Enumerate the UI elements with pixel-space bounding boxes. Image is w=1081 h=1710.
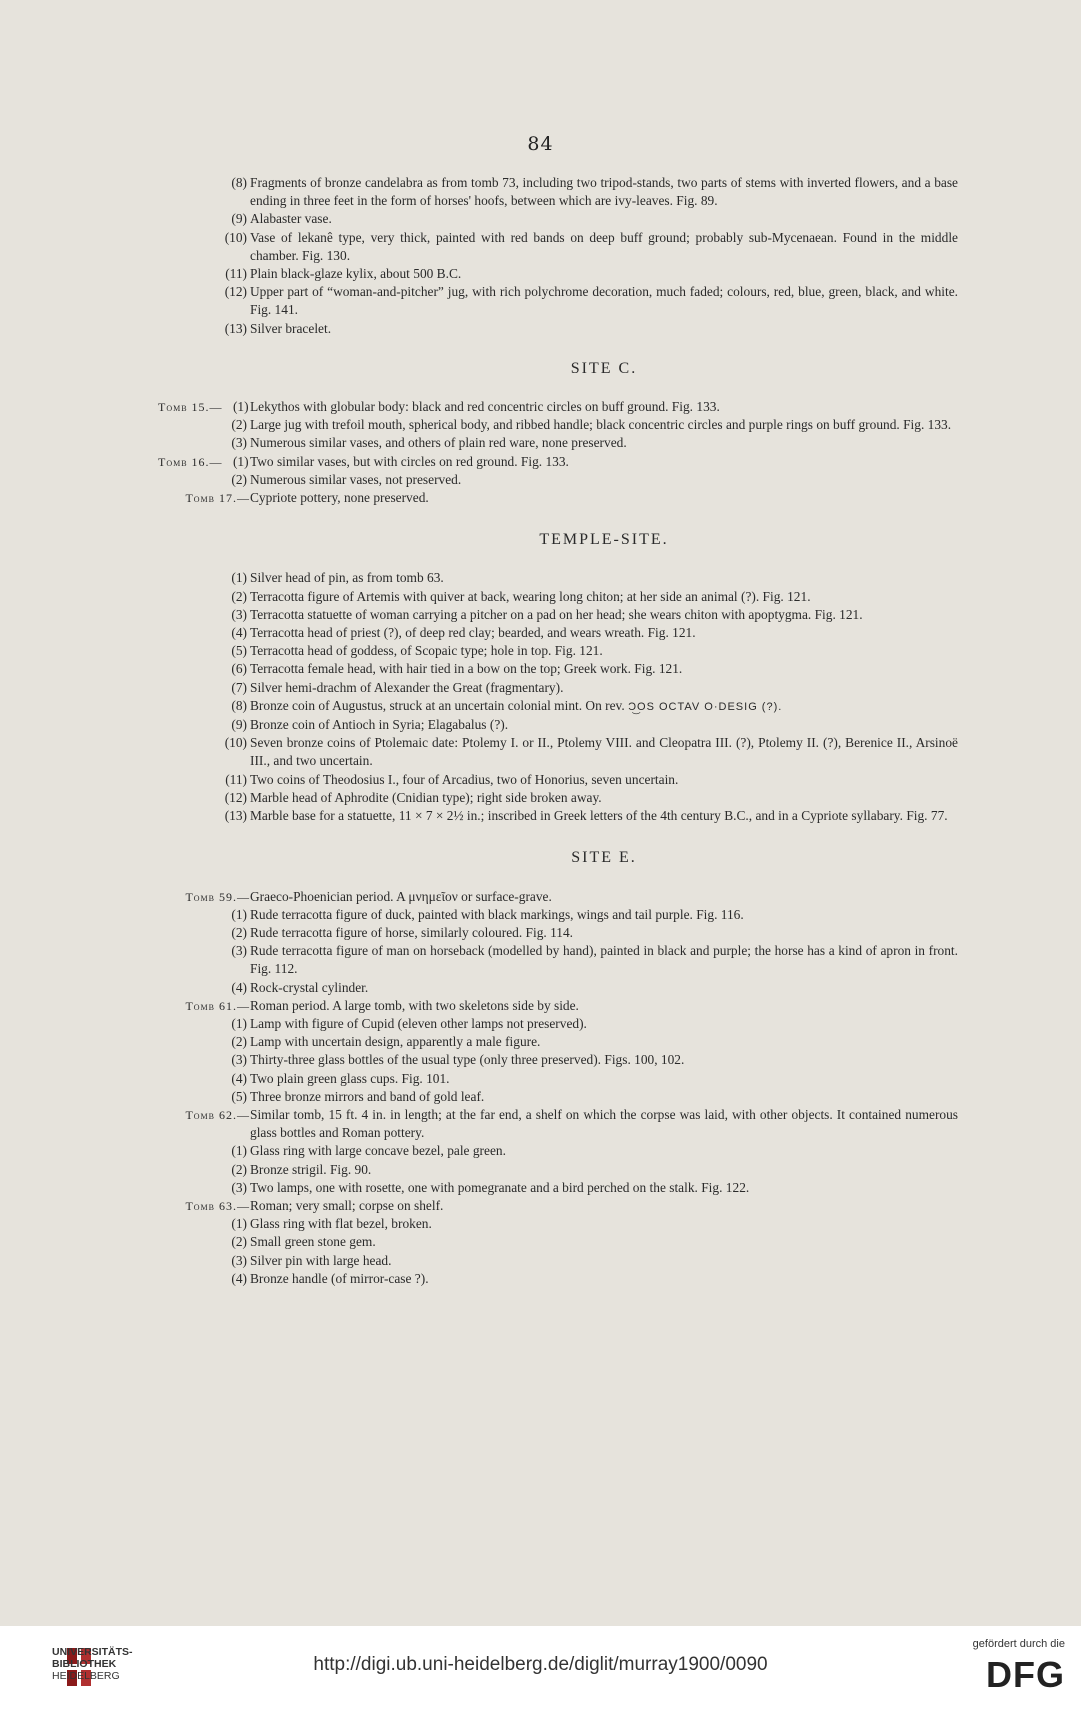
item-text xyxy=(250,1161,958,1179)
item-text xyxy=(250,453,958,471)
list-item xyxy=(158,320,958,338)
entry-gutter xyxy=(158,210,250,228)
item-text xyxy=(250,1051,958,1069)
entry-gutter xyxy=(158,1233,250,1251)
entry-gutter xyxy=(158,1051,250,1069)
item-description: Two similar vases, but with circles on red ground. Fig. 133. xyxy=(250,453,569,469)
heading-site-c: SITE C. xyxy=(570,359,638,377)
item-number: (9) xyxy=(231,717,247,733)
item-text xyxy=(250,320,958,338)
item-number: (10) xyxy=(224,229,247,245)
item-description: Roman; very small; corpse on shelf. xyxy=(250,1197,444,1213)
entry-gutter xyxy=(158,1179,250,1197)
list-item xyxy=(158,1197,958,1215)
item-text xyxy=(250,569,958,587)
entry-gutter xyxy=(158,453,250,471)
list-item xyxy=(158,906,958,924)
item-description: Rude terracotta figure of duck, painted with black markings, wings and tail purple. Fig. 116. xyxy=(250,906,744,922)
item-description: Terracotta head of goddess, of Scopaic type; hole in top. Fig. 121. xyxy=(250,643,603,659)
item-text xyxy=(250,660,958,678)
item-text xyxy=(250,624,958,642)
item-number: (9) xyxy=(231,211,247,227)
item-number: (13) xyxy=(224,808,247,824)
item-number: (8) xyxy=(231,175,247,190)
item-text xyxy=(250,434,958,452)
list-item xyxy=(158,174,958,210)
item-number: (2) xyxy=(231,1034,247,1050)
item-text xyxy=(250,210,958,228)
item-description: Numerous similar vases, and others of plain red ware, none preserved. xyxy=(250,435,627,451)
item-description: Bronze coin of Augustus, struck at an uncertain colonial mint. On rev. xyxy=(250,697,625,713)
list-item xyxy=(158,471,958,489)
item-number: (1) xyxy=(232,399,249,415)
item-text xyxy=(250,924,958,942)
item-text xyxy=(250,734,958,770)
entry-gutter xyxy=(158,1106,250,1142)
entry-gutter xyxy=(158,416,250,434)
entry-gutter xyxy=(158,588,250,606)
item-description: Large jug with trefoil mouth, spherical body, and ribbed handle; black concentric circles and purple rings on buff ground. Fig. 133. xyxy=(250,417,952,433)
item-text xyxy=(250,588,958,606)
item-number: (4) xyxy=(231,979,247,995)
item-number: (4) xyxy=(231,1270,247,1286)
entry-gutter xyxy=(158,1033,250,1051)
item-description: Two plain green glass cups. Fig. 101. xyxy=(250,1070,450,1086)
entry-gutter xyxy=(158,624,250,642)
item-number: (8) xyxy=(231,697,247,713)
item-number: (1) xyxy=(231,906,247,922)
item-description: Bronze coin of Antioch in Syria; Elagabalus (?). xyxy=(250,717,509,733)
item-text xyxy=(250,942,958,978)
list-item xyxy=(158,624,958,642)
entry-gutter xyxy=(158,1142,250,1160)
item-description: Rock-crystal cylinder. xyxy=(250,979,369,995)
item-description: Small green stone gem. xyxy=(250,1234,376,1250)
entry-gutter xyxy=(158,229,250,265)
item-description: Fragments of bronze candelabra as from tomb 73, including two tripod-stands, two parts of stems with inverted flowers, and a base ending in three feet in the form of horses' hoofs, between which are ivy-leaves. Fig. 89. xyxy=(250,175,958,209)
item-text xyxy=(250,642,958,660)
entry-gutter xyxy=(158,1161,250,1179)
item-description: Two lamps, one with rosette, one with pomegranate and a bird perched on the stalk. Fig. 122. xyxy=(250,1179,750,1195)
item-description: Vase of lekanê type, very thick, painted with red bands on deep buff ground; probably sub-Mycenaean. Found in the middle chamber. Fig. 130. xyxy=(250,229,958,263)
page-content xyxy=(158,174,958,1288)
list-item xyxy=(158,1270,958,1288)
item-text xyxy=(250,789,958,807)
item-text xyxy=(250,716,958,734)
item-description: Silver head of pin, as from tomb 63. xyxy=(250,570,444,586)
entry-gutter xyxy=(158,1070,250,1088)
list-item xyxy=(158,606,958,624)
list-item xyxy=(158,697,958,716)
item-number: (4) xyxy=(231,625,247,641)
entry-gutter xyxy=(158,906,250,924)
entry-gutter xyxy=(158,979,250,997)
item-text xyxy=(250,771,958,789)
item-description: Marble base for a statuette, 11 × 7 × 2½ in.; inscribed in Greek letters of the 4th century B.C., and in a Cypriote syllabary. Fig. 77. xyxy=(250,808,948,824)
entry-gutter xyxy=(158,434,250,452)
list-item xyxy=(158,1179,958,1197)
item-number: (2) xyxy=(231,588,247,604)
item-description: Lekythos with globular body: black and red concentric circles on buff ground. Fig. 133. xyxy=(250,399,720,415)
item-text xyxy=(250,1252,958,1270)
item-description: Two coins of Theodosius I., four of Arcadius, two of Honorius, seven uncertain. xyxy=(250,771,679,787)
list-item xyxy=(158,771,958,789)
item-description: Lamp with figure of Cupid (eleven other lamps not preserved). xyxy=(250,1015,587,1031)
page-number: 84 xyxy=(527,133,554,155)
list-item xyxy=(158,1215,958,1233)
tomb-label: Tomb 63.— xyxy=(185,1198,250,1213)
entry-gutter xyxy=(158,265,250,283)
item-description: Silver pin with large head. xyxy=(250,1252,392,1268)
item-description: Silver hemi-drachm of Alexander the Great (fragmentary). xyxy=(250,679,564,695)
list-item xyxy=(158,642,958,660)
site-c-list xyxy=(158,398,958,507)
item-text xyxy=(250,229,958,265)
entry-gutter xyxy=(158,174,250,210)
list-item xyxy=(158,569,958,587)
list-item xyxy=(158,398,958,416)
library-line-2: BIBLIOTHEK xyxy=(52,1658,117,1670)
item-text xyxy=(250,265,958,283)
item-description: Rude terracotta figure of horse, similarly coloured. Fig. 114. xyxy=(250,924,574,940)
list-item xyxy=(158,1088,958,1106)
item-number: (12) xyxy=(224,789,247,805)
item-number: (1) xyxy=(231,570,247,586)
item-text xyxy=(250,1179,958,1197)
list-item xyxy=(158,789,958,807)
list-item xyxy=(158,679,958,697)
temple-site-list xyxy=(158,569,958,825)
item-text xyxy=(250,1070,958,1088)
item-number: (11) xyxy=(225,266,247,282)
entry-gutter xyxy=(158,320,250,338)
list-item xyxy=(158,1142,958,1160)
item-number: (11) xyxy=(225,771,247,787)
tomb-label: Tomb 17.— xyxy=(185,491,250,506)
item-description: Terracotta statuette of woman carrying a pitcher on a pad on her head; she wears chiton with apoptygma. Fig. 121. xyxy=(250,606,863,622)
item-number: (10) xyxy=(224,735,247,751)
item-number: (6) xyxy=(231,661,247,677)
item-number: (3) xyxy=(231,606,247,622)
site-e-list xyxy=(158,888,958,1288)
list-item xyxy=(158,229,958,265)
item-text xyxy=(250,1033,958,1051)
item-description: Glass ring with flat bezel, broken. xyxy=(250,1216,432,1232)
item-description: Numerous similar vases, not preserved. xyxy=(250,471,462,487)
list-item xyxy=(158,997,958,1015)
item-number: (1) xyxy=(231,1216,247,1232)
item-text xyxy=(250,398,958,416)
item-text xyxy=(250,489,958,507)
list-item xyxy=(158,1233,958,1251)
entry-gutter xyxy=(158,716,250,734)
list-item xyxy=(158,453,958,471)
item-number: (3) xyxy=(231,1052,247,1068)
entry-gutter xyxy=(158,283,250,319)
list-item xyxy=(158,1252,958,1270)
source-url-link[interactable]: http://digi.ub.uni-heidelberg.de/diglit/murray1900/0090 xyxy=(313,1654,768,1675)
library-line-3: HEIDELBERG xyxy=(52,1670,120,1682)
dfg-logo: DFG xyxy=(986,1654,1065,1695)
item-number: (5) xyxy=(231,643,247,659)
list-item xyxy=(158,1070,958,1088)
item-number: (2) xyxy=(231,1161,247,1177)
list-item xyxy=(158,416,958,434)
entry-gutter xyxy=(158,888,250,906)
list-item xyxy=(158,924,958,942)
item-description: Terracotta head of priest (?), of deep red clay; bearded, and wears wreath. Fig. 121. xyxy=(250,625,696,641)
item-number: (2) xyxy=(231,924,247,940)
heading-site-e: SITE E. xyxy=(571,849,637,867)
list-item xyxy=(158,942,958,978)
item-description: Glass ring with large concave bezel, pale green. xyxy=(250,1143,506,1159)
list-item xyxy=(158,1051,958,1069)
entry-gutter xyxy=(158,1197,250,1215)
item-text xyxy=(250,283,958,319)
funded-by-text: gefördert durch die xyxy=(972,1638,1065,1650)
item-text xyxy=(250,1197,958,1215)
item-description: Roman period. A large tomb, with two skeletons side by side. xyxy=(250,997,579,1013)
item-text xyxy=(250,888,958,906)
item-description: Alabaster vase. xyxy=(250,211,332,227)
item-description: Plain black-glaze kylix, about 500 B.C. xyxy=(250,266,462,282)
item-text xyxy=(250,697,958,716)
tomb-label: Tomb 62.— xyxy=(185,1107,250,1122)
item-description: Graeco-Phoenician period. A μνημεῖον or surface-grave. xyxy=(250,888,552,904)
item-text xyxy=(250,906,958,924)
list-item xyxy=(158,210,958,228)
footer-bar xyxy=(0,1626,1081,1710)
item-text xyxy=(250,1215,958,1233)
entry-gutter xyxy=(158,660,250,678)
item-number: (2) xyxy=(231,417,247,433)
item-text xyxy=(250,679,958,697)
entry-gutter xyxy=(158,734,250,770)
entry-gutter xyxy=(158,789,250,807)
tomb-label: Tomb 16.— xyxy=(158,454,223,469)
item-number: (1) xyxy=(231,1015,247,1031)
list-item xyxy=(158,1161,958,1179)
item-number: (4) xyxy=(231,1070,247,1086)
entry-gutter xyxy=(158,1015,250,1033)
entry-gutter xyxy=(158,1088,250,1106)
item-description: Thirty-three glass bottles of the usual type (only three preserved). Figs. 100, 102. xyxy=(250,1052,685,1068)
item-text xyxy=(250,997,958,1015)
initial-item-list xyxy=(158,174,958,338)
list-item xyxy=(158,979,958,997)
item-description: Silver bracelet. xyxy=(250,320,332,336)
item-text xyxy=(250,807,958,825)
item-text xyxy=(250,606,958,624)
item-description: Seven bronze coins of Ptolemaic date: Ptolemy I. or II., Ptolemy VIII. and Cleopatra III. (?), Ptolemy II. (?), Berenice II., Arsinoë III., and two uncertain. xyxy=(250,735,958,769)
list-item xyxy=(158,489,958,507)
tomb-label: Tomb 61.— xyxy=(185,998,250,1013)
list-item xyxy=(158,716,958,734)
tomb-label: Tomb 59.— xyxy=(185,889,250,904)
item-text xyxy=(250,1088,958,1106)
entry-gutter xyxy=(158,471,250,489)
list-item xyxy=(158,265,958,283)
list-item xyxy=(158,660,958,678)
item-description: Marble head of Aphrodite (Cnidian type); right side broken away. xyxy=(250,789,602,805)
entry-gutter xyxy=(158,489,250,507)
item-text xyxy=(250,1233,958,1251)
entry-gutter xyxy=(158,697,250,716)
entry-gutter xyxy=(158,569,250,587)
list-item xyxy=(158,588,958,606)
entry-gutter xyxy=(158,997,250,1015)
entry-gutter xyxy=(158,398,250,416)
item-number: (3) xyxy=(231,1252,247,1268)
item-number: (12) xyxy=(224,284,247,300)
list-item xyxy=(158,807,958,825)
item-description: Three bronze mirrors and band of gold leaf. xyxy=(250,1088,485,1104)
item-description: Upper part of “woman-and-pitcher” jug, with rich polychrome decoration, much faded; colours, red, blue, green, black, and white. Fig. 141. xyxy=(250,284,958,318)
entry-gutter xyxy=(158,1270,250,1288)
item-number: (3) xyxy=(231,435,247,451)
list-item xyxy=(158,283,958,319)
item-number: (2) xyxy=(231,1234,247,1250)
item-description: Terracotta female head, with hair tied in a bow on the top; Greek work. Fig. 121. xyxy=(250,661,683,677)
item-text xyxy=(250,174,958,210)
item-number: (2) xyxy=(231,471,247,487)
entry-gutter xyxy=(158,771,250,789)
item-number: (1) xyxy=(231,1143,247,1159)
item-description: Bronze strigil. Fig. 90. xyxy=(250,1161,372,1177)
entry-gutter xyxy=(158,1215,250,1233)
item-text xyxy=(250,416,958,434)
entry-gutter xyxy=(158,807,250,825)
item-number: (13) xyxy=(224,320,247,336)
entry-gutter xyxy=(158,924,250,942)
entry-gutter xyxy=(158,1252,250,1270)
list-item xyxy=(158,434,958,452)
item-text xyxy=(250,1142,958,1160)
list-item xyxy=(158,1033,958,1051)
item-text xyxy=(250,1106,958,1142)
item-description: Terracotta figure of Artemis with quiver at back, wearing long chiton; at her side an animal (?). Fig. 121. xyxy=(250,588,811,604)
list-item xyxy=(158,1015,958,1033)
list-item xyxy=(158,1106,958,1142)
item-text xyxy=(250,1015,958,1033)
item-number: (3) xyxy=(231,943,247,959)
list-item xyxy=(158,734,958,770)
entry-gutter xyxy=(158,606,250,624)
entry-gutter xyxy=(158,679,250,697)
item-number: (7) xyxy=(231,679,247,695)
item-description: Bronze handle (of mirror-case ?). xyxy=(250,1270,429,1286)
item-description: Similar tomb, 15 ft. 4 in. in length; at the far end, a shelf on which the corpse was laid, with other objects. It contained numerous glass bottles and Roman pottery. xyxy=(250,1106,958,1141)
item-description: Cypriote pottery, none preserved. xyxy=(250,490,429,506)
entry-gutter xyxy=(158,642,250,660)
entry-gutter xyxy=(158,942,250,978)
heading-temple-site: TEMPLE-SITE. xyxy=(539,531,669,549)
coin-inscription: Ɔ͜OS OCTAV O·DESIG (?). xyxy=(628,700,783,713)
item-description: Lamp with uncertain design, apparently a male figure. xyxy=(250,1034,541,1050)
item-text xyxy=(250,979,958,997)
item-number: (3) xyxy=(231,1179,247,1195)
list-item xyxy=(158,888,958,906)
item-text xyxy=(250,1270,958,1288)
item-number: (5) xyxy=(231,1088,247,1104)
library-line-1: UNIVERSITÄTS- xyxy=(52,1646,133,1658)
tomb-label: Tomb 15.— xyxy=(158,400,223,415)
item-text xyxy=(250,471,958,489)
item-description: Rude terracotta figure of man on horseback (modelled by hand), painted in black and purple; the horse has a kind of apron in front. Fig. 112. xyxy=(250,943,958,977)
item-number: (1) xyxy=(232,453,249,469)
